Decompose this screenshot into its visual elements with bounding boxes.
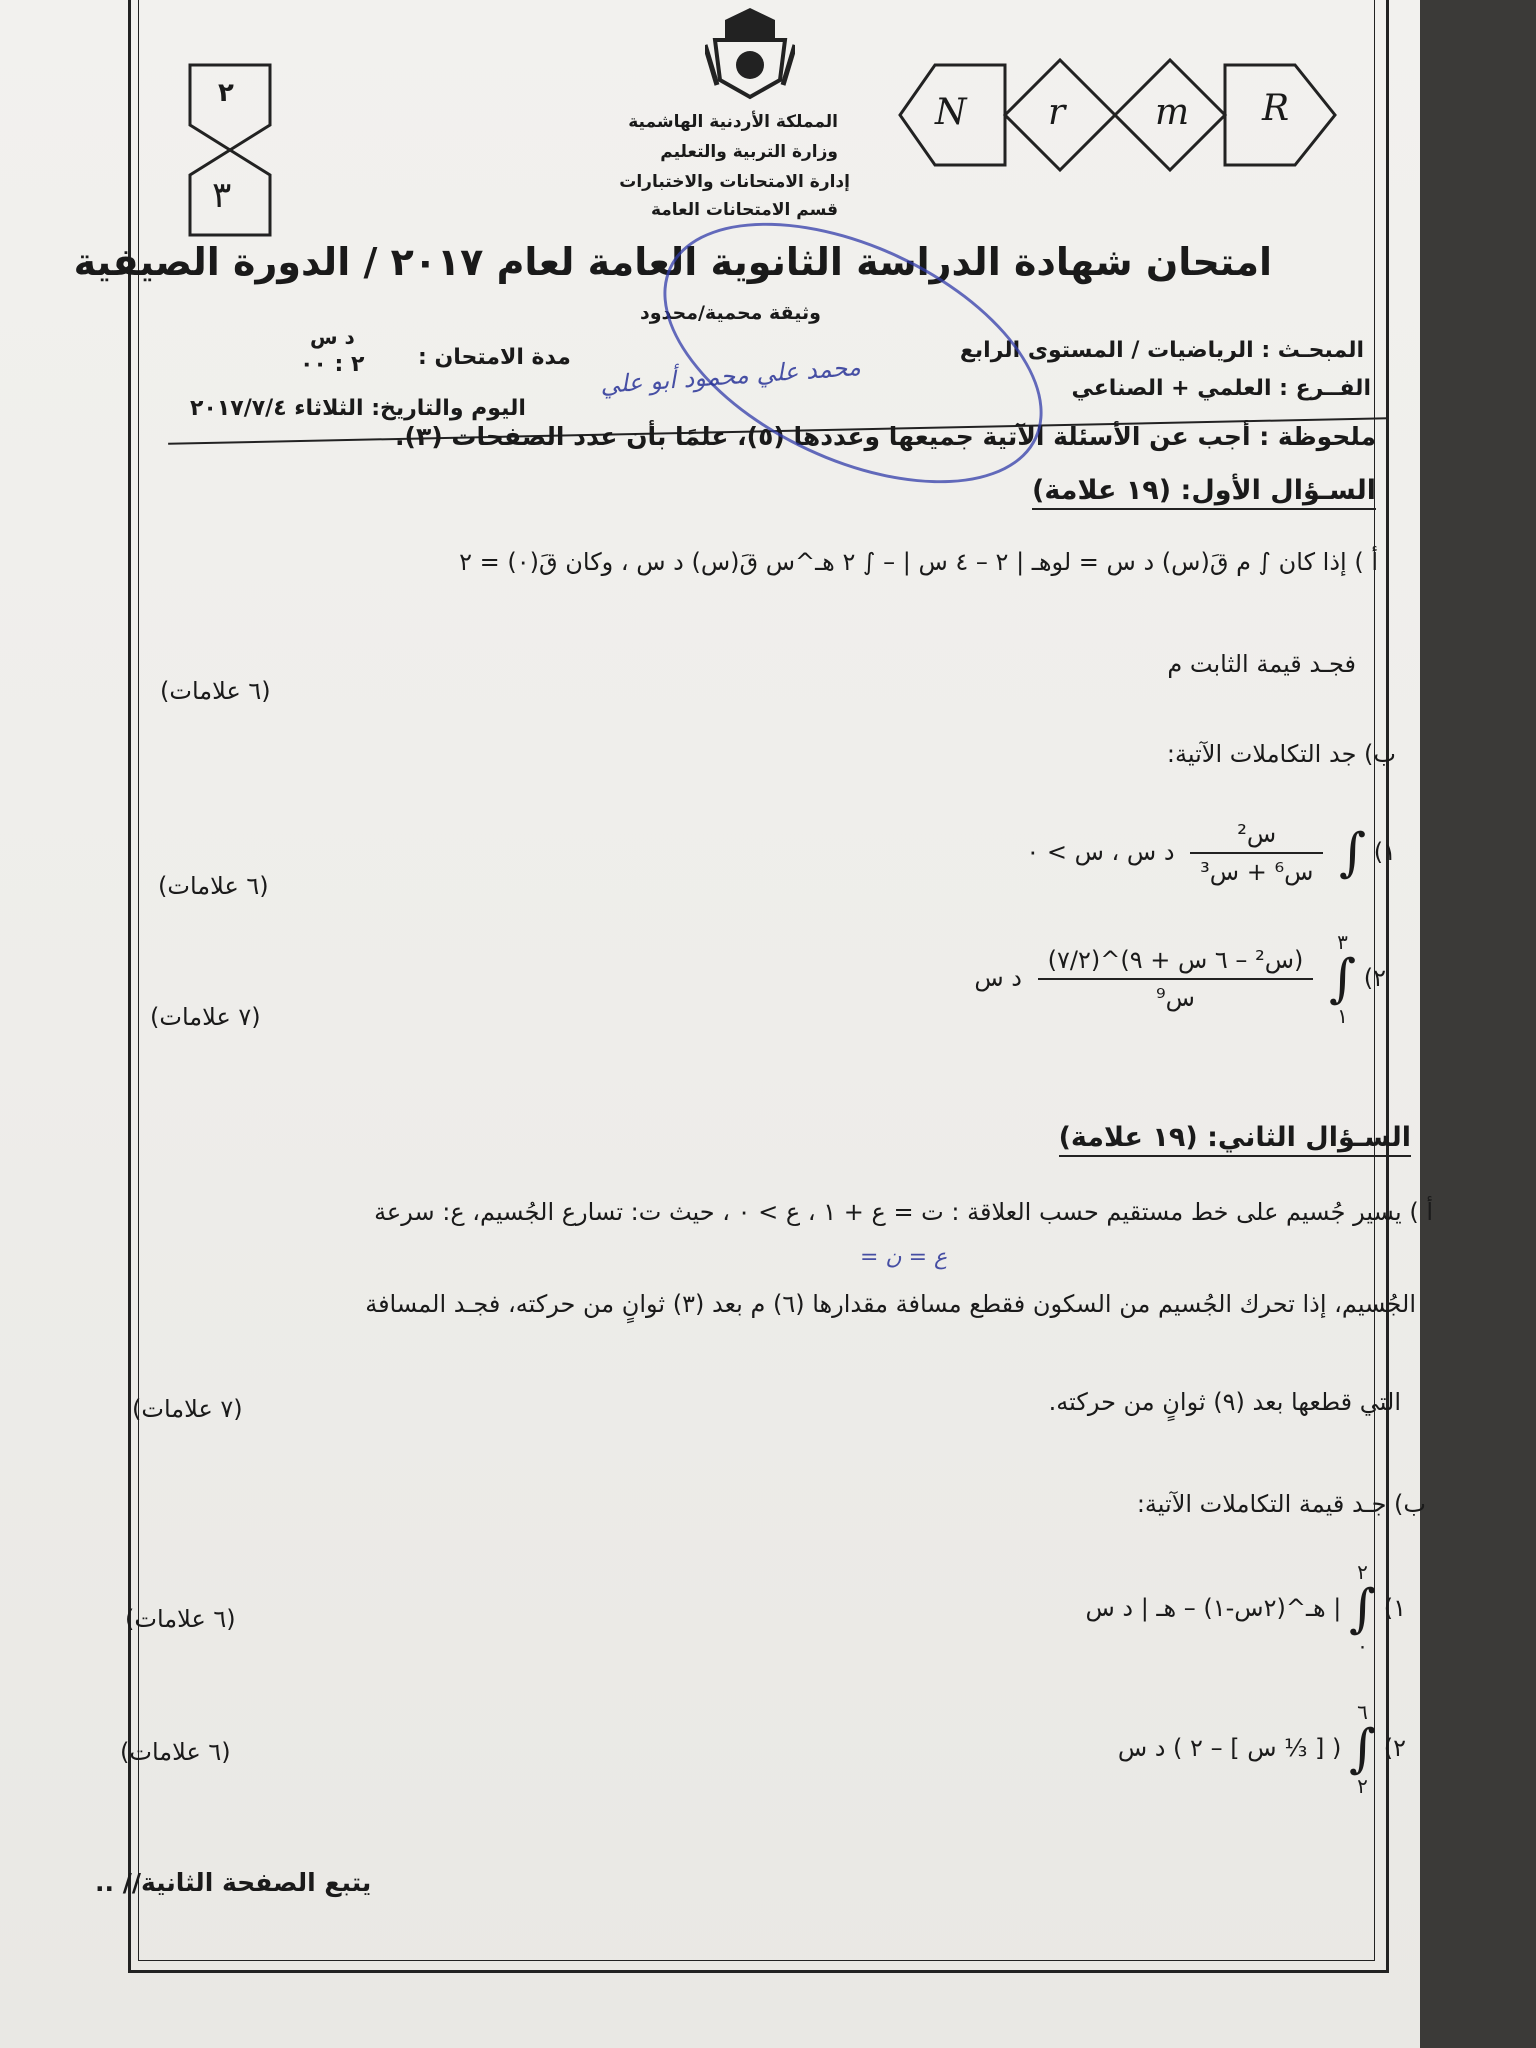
- q1-b2-lower: ١: [1337, 1004, 1348, 1028]
- q1-b2-den: س⁹: [1156, 984, 1195, 1012]
- q2-b1-upper: ٢: [1357, 1560, 1368, 1584]
- q2-b2-lower: ٢: [1357, 1774, 1368, 1798]
- continue-note: يتبع الصفحة الثانية// ..: [95, 1868, 372, 1897]
- q1-b2-label: ٢): [1363, 964, 1386, 992]
- q2-b1-lower: ٠: [1357, 1634, 1368, 1658]
- q2-b2-marks: (٦ علامات): [120, 1738, 231, 1766]
- integral-sign-icon: ∫: [1329, 949, 1357, 1009]
- q2-b2-limits: [1349, 1700, 1376, 1798]
- q2-a-line2: الجُسيم، إذا تحرك الجُسيم من السكون فقطع مسافة مقدارها (٦) م بعد (٣) ثوانٍ من حركته، فجـد المسافة: [365, 1290, 1416, 1318]
- q1-title: السـؤال الأول: (١٩ علامة): [1032, 475, 1376, 510]
- branch-line: الفــرع : العلمي + الصناعي: [1071, 376, 1371, 401]
- q2-b1: [1085, 1560, 1406, 1658]
- q2-b2-label: ٢): [1383, 1734, 1406, 1762]
- branch-code-4: R: [1262, 88, 1290, 129]
- q1-a-text: أ ) إذا كان ∫ م قَ(س) د س = لوهـ | ٢ – ٤ س | – ∫ ٢ هـ^س قَ(س) د س ، وكان قَ(٠) = ٢: [459, 548, 1378, 576]
- q1-a-marks: (٦ علامات): [160, 677, 271, 705]
- duration-units: د س: [310, 325, 355, 349]
- q2-title: السـؤال الثاني: (١٩ علامة): [1059, 1122, 1411, 1157]
- kingdom-text: المملكة الأردنية الهاشمية: [628, 112, 838, 132]
- ministry-text: وزارة التربية والتعليم: [660, 142, 838, 162]
- q1-b2-limits: [1329, 930, 1356, 1028]
- q1-b-text: ب) جد التكاملات الآتية:: [1166, 740, 1396, 768]
- integral-sign-icon: ∫: [1349, 1579, 1377, 1639]
- q2-b1-limits: [1349, 1560, 1376, 1658]
- q1-b2-upper: ٣: [1337, 930, 1348, 954]
- q2-a-line3: التي قطعها بعد (٩) ثوانٍ من حركته.: [1048, 1388, 1401, 1416]
- integral-sign-icon: ∫: [1349, 1719, 1377, 1779]
- exam-title: امتحان شهادة الدراسة الثانوية العامة لعام ٢٠١٧ / الدورة الصيفية: [73, 240, 1272, 284]
- classification: وثيقة محمية/محدود: [640, 302, 821, 324]
- q1-b1: [1026, 820, 1396, 886]
- date-line: اليوم والتاريخ: الثلاثاء ٢٠١٧/٧/٤: [190, 396, 526, 421]
- q2-b2-expr: ( [ ⅓ س ] – ٢ ) د س: [1117, 1734, 1342, 1762]
- duration-label: مدة الامتحان :: [418, 345, 571, 370]
- q1-b1-label: ١): [1373, 838, 1396, 866]
- department-text: إدارة الامتحانات والاختبارات: [619, 172, 850, 192]
- emblem-icon: [705, 5, 795, 100]
- q1-b1-rest: د س ، س > ٠: [1026, 838, 1175, 866]
- subject-line: المبحـث : الرياضيات / المستوى الرابع: [959, 338, 1364, 363]
- duration-value: ٢ : ٠٠: [300, 352, 365, 377]
- section-text: قسم الامتحانات العامة: [650, 200, 838, 220]
- integral-sign-icon: ∫: [1339, 823, 1367, 883]
- page-count: ٣: [212, 175, 232, 216]
- q1-b1-fraction: [1190, 820, 1323, 886]
- q1-b1-den: س⁶ + س³: [1200, 858, 1314, 886]
- q2-a-handwritten-note: ع = ن =: [860, 1245, 948, 1270]
- q1-b1-marks: (٦ علامات): [158, 872, 269, 900]
- q2-a-marks: (٧ علامات): [132, 1395, 243, 1423]
- q1-b2: [974, 930, 1386, 1028]
- general-note: ملحوظة : أجب عن الأسئلة الآتية جميعها وعددها (٥)، علمًا بأن عدد الصفحات (٣).: [395, 422, 1376, 451]
- q2-b-text: ب) جـد قيمة التكاملات الآتية:: [1136, 1490, 1426, 1518]
- q1-a-find: فجـد قيمة الثابت م: [1167, 650, 1356, 678]
- q2-b1-marks: (٦ علامات): [125, 1605, 236, 1633]
- q1-b1-num: س²: [1190, 820, 1323, 854]
- q1-b2-num: (س² – ٦ س + ٩)^(٧/٢): [1038, 946, 1314, 980]
- q1-b2-rest: د س: [974, 964, 1022, 992]
- branch-code-3: m: [1155, 92, 1190, 133]
- q2-b1-expr: | هـ^(٢س-١) – هـ | د س: [1085, 1594, 1342, 1622]
- q2-b1-label: ١): [1383, 1594, 1406, 1622]
- handwritten-name: محمد علي محمود أبو علي: [599, 352, 862, 400]
- q2-b2: [1118, 1700, 1406, 1798]
- branch-code-1: N: [935, 92, 967, 133]
- q2-b2-upper: ٦: [1357, 1700, 1368, 1724]
- page-number: ٢: [218, 78, 234, 108]
- q2-a-line1: أ ) يسير جُسيم على خط مستقيم حسب العلاقة : ت = ع + ١ ، ع > ٠ ، حيث ت: تسارع الجُسيم، ع: سرعة: [374, 1198, 1433, 1226]
- q1-b2-marks: (٧ علامات): [150, 1003, 261, 1031]
- branch-code-2: r: [1048, 92, 1066, 133]
- q1-b2-fraction: [1038, 946, 1314, 1012]
